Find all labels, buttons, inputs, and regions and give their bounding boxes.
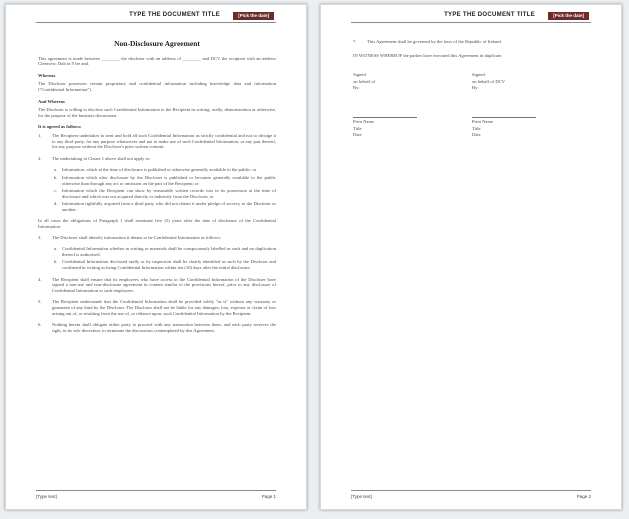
page-body [353,35,591,139]
clause-4 [38,277,276,294]
clause-3 [38,235,276,241]
clause-text: The Recipient understands that the Confidential Information shall be provided solely "as is" without any warranty or guarantee of any kind by the Discloser. The Discloser shall not be liable for any damages, loss, expense or claim of loss arising out of, or resulting from the use of, or reliance upon, such Confidential Information by the Recipient. [52,299,276,316]
by-label: By: [472,85,479,91]
by-label: By: [353,85,360,91]
clause-1 [38,133,276,150]
document-page-2 [320,4,622,510]
clause-number: 1. [38,132,42,138]
list-item [54,246,276,257]
signed-label: Signed [353,72,366,78]
page-header [321,12,621,22]
header-rule [351,22,591,23]
clause-text: Nothing herein shall obligate either party to proceed with any transaction between them, and each party reserves the right, in its sole discretion, to terminate the discussions contemplated by this Agreement. [52,322,276,333]
item-text: Information which the Recipient can show by reasonable written records was in its possession at the time of disclosure and which was not acquired directly or indirectly from the Discloser; or [62,188,276,199]
clause-2-after: In all cases the obligations of Paragraph 1 shall terminate five (5) years after the date of disclosure of the Confidential Information. [38,218,276,230]
footer-text[interactable]: [Type text] [351,494,372,499]
date-picker-badge[interactable]: [Pick the date] [233,12,274,20]
clause-number: 3. [38,234,42,240]
header-title[interactable]: TYPE THE DOCUMENT TITLE [444,12,535,18]
behalf-label: on behalf of [353,78,376,84]
discloser-signature [353,72,472,139]
page-body [38,35,276,339]
title-label: Title [353,125,362,131]
item-text: Information, which at the time of disclosure is published or otherwise generally available to the public; or [62,167,257,173]
print-name-label: Print Name [472,118,494,124]
date-label: Date [472,132,481,138]
header-rule [36,22,276,23]
date-picker-badge[interactable]: [Pick the date] [548,12,589,20]
intro-paragraph: This agreement is made between ________ the discloser with an address of ________ and DCV the recipient with an address Glenview, Dub in 9 Ire and. [38,55,276,67]
signature-line [353,117,417,118]
list-item [54,167,276,173]
item-letter: a. [54,167,58,173]
clause-text: The Recipient undertakes to treat and hold all such Confidential Information as strictly confidential and not to divulge it to any third party, for any purpose whatsoever and not to make use of such Confidential Information, or any part thereof, for any purpose without the Discloser's prior written consent. [52,132,276,150]
whereas-paragraph: The Discloser possesses certain proprietary and confidential information including knowledge data and information ("Confidential Information"). [38,81,276,92]
footer-text[interactable]: [Type text] [36,494,57,499]
item-letter: b. [54,174,58,180]
clause-number: 5. [38,299,42,305]
item-text: Confidential Information whether in writing or materials shall be conspicuously labelled as such and no duplication thereof is authorised. [62,246,276,257]
document-page-1 [5,4,307,510]
clause-number: 2. [38,155,42,161]
item-letter: c. [54,188,58,194]
document-title: Non-Disclosure Agreement [114,39,200,48]
clause-number: 4. [38,276,42,282]
clause-text: This Agreement shall be governed by the laws of the Republic of Ireland. [367,39,502,44]
and-whereas-paragraph: The Discloser is willing to disclose such Confidential Information to the Recipient in writing, orally, demonstration or otherwise, for the purpose of the business discussions. [38,107,276,118]
agreed-heading: It is agreed as follows: [38,124,82,130]
print-name-label: Print Name [353,118,375,124]
whereas-heading: Whereas [38,72,56,78]
clause-5 [38,299,276,316]
signed-label: Signed [472,72,485,78]
page-number: Page 2 [576,494,591,499]
clause-text: The undertaking in Clause 1 above shall not apply to: [52,155,151,161]
clause-number: 6. [38,322,42,328]
title-label: Title [472,125,481,131]
item-letter: a. [54,246,58,252]
header-title[interactable]: TYPE THE DOCUMENT TITLE [129,12,220,18]
behalf-label: on behalf of DCV [472,78,506,84]
list-item [54,175,276,186]
footer-rule [351,490,591,491]
item-text: Information rightfully acquired from a third party who did not obtain it under pledge of secrecy to the Discloser or another. [62,201,276,212]
clause-6 [38,322,276,333]
clause-text: The Discloser shall identify information it deems to be Confidential Information as follows: [52,234,221,240]
list-item [54,201,276,212]
and-whereas-heading: And Whereas [38,98,65,104]
recipient-signature [472,72,591,139]
signature-block [353,72,591,139]
signature-line [472,117,536,118]
clause-7 [353,39,591,45]
clause-number: 7. [353,39,357,44]
list-item [54,259,276,270]
item-letter: d. [54,201,58,207]
page-number: Page 1 [261,494,276,499]
list-item [54,188,276,199]
item-letter: b. [54,259,58,265]
item-text: Confidential Information disclosed orally or by inspection shall be clearly identified as such by the Discloser and confirmed in writing as being Confidential Information within ten (10) days after the initial disclosure. [62,259,276,271]
date-label: Date [353,132,362,138]
witness-paragraph: IN WITNESS WHEREOF the parties have executed this Agreement in duplicate. [353,52,503,58]
clause-2 [38,156,276,162]
footer-rule [36,490,276,491]
clause-text: The Recipient shall ensure that its employees who have access to the Confidential Information of the Discloser have signed a non-use and non-disclosure agreement in content similar to the provisions hereof, prior to any disclosure of Confidential Information to such employees. [52,276,276,293]
page-header [6,12,306,22]
item-text: Information which after disclosure by the Discloser is published or becomes generally available to the public otherwise than through any act or omission on the part of the Recipient; or [62,174,276,186]
